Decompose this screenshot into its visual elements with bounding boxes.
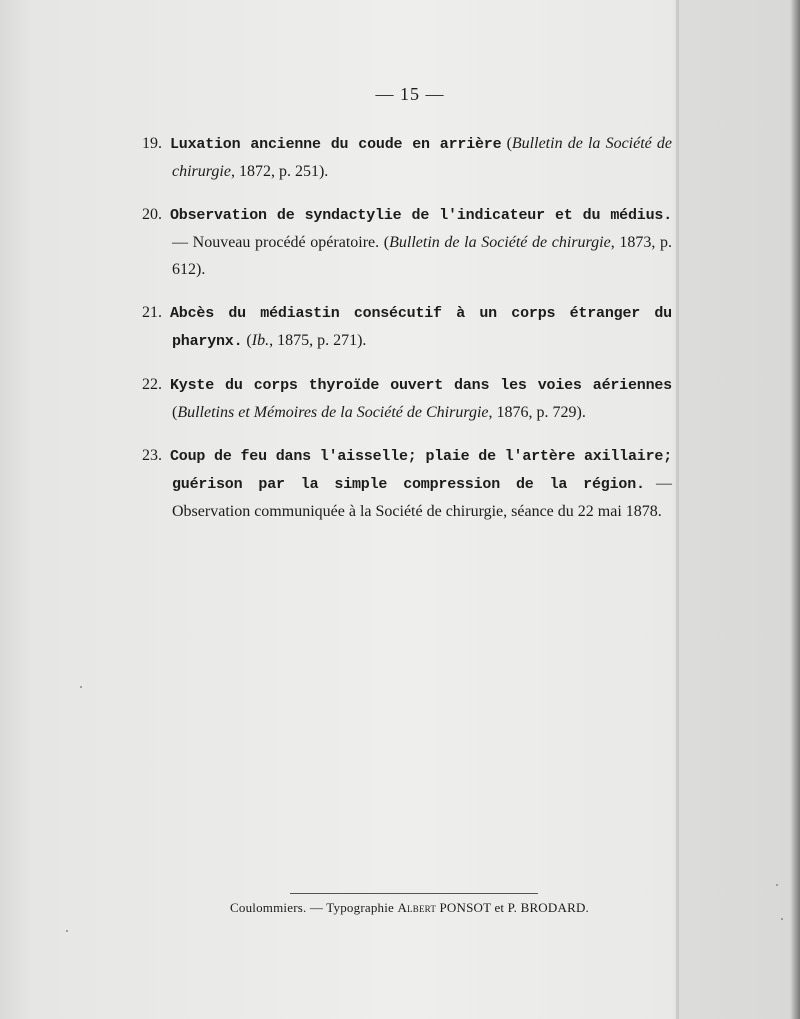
printer-imprint [230, 900, 589, 916]
paper-speck [776, 884, 778, 886]
entry-citation: , 1875, p. 271). [269, 332, 367, 349]
imprint-rule [290, 893, 538, 894]
entry-citation: — Observation communiquée à la Société de chirurgie, séance du 22 mai 1878. [172, 475, 672, 520]
imprint-printer-first-name: Albert [397, 900, 437, 915]
bibliography-entry-23 [142, 442, 672, 525]
bibliography-entry-19 [142, 130, 672, 185]
page-fold-shadow [676, 0, 679, 1019]
entry-ref-open: ( [501, 135, 512, 152]
entry-number: 21. [142, 304, 162, 321]
imprint-suffix: PONSOT et P. BRODARD. [436, 900, 589, 915]
imprint-prefix: Coulommiers. — Typographie [230, 900, 398, 915]
page-number: — 15 — [375, 84, 445, 104]
bibliography-entry-22 [142, 371, 672, 426]
entry-ref-open: ( [172, 404, 178, 421]
paper-speck [80, 686, 82, 688]
entry-title: Luxation ancienne du coude en arrière [170, 136, 502, 153]
paper-speck [781, 918, 783, 920]
entry-title: Observation de syndactylie de l'indicateur et du médius. [170, 207, 672, 224]
paper-speck [66, 930, 68, 932]
entry-journal: Bulletin de la Société de chirurgie [172, 135, 673, 180]
entry-number: 20. [142, 206, 162, 223]
entry-citation: , 1876, p. 729). [488, 404, 586, 421]
entry-journal: Bulletins et Mémoires de la Société de Chirurgie [177, 404, 489, 421]
entry-number: 23. [142, 447, 162, 464]
entry-journal: Bulletin de la Société de chirurgie [389, 234, 611, 251]
entry-ref-open: ( [242, 332, 252, 349]
page-edge-shadow [790, 0, 800, 1019]
bibliography-list [142, 114, 672, 528]
entry-journal: Ib. [251, 332, 270, 349]
bibliography-entry-21 [142, 299, 672, 355]
entry-citation: , 1873, p. 612). [172, 234, 673, 278]
entry-number: 22. [142, 376, 162, 393]
entry-title: Kyste du corps thyroïde ouvert dans les voies aériennes [170, 377, 672, 394]
entry-note: — Nouveau procédé opératoire. ( [172, 234, 390, 251]
entry-citation: , 1872, p. 251). [230, 163, 329, 180]
entry-number: 19. [142, 135, 162, 152]
bibliography-entry-20 [142, 201, 672, 283]
entry-title: Abcès du médiastin consécutif à un corps étranger du pharynx. [170, 305, 672, 350]
entry-title: Coup de feu dans l'aisselle; plaie de l'artère axillaire; guérison par la simple compression de la région. [170, 448, 672, 493]
